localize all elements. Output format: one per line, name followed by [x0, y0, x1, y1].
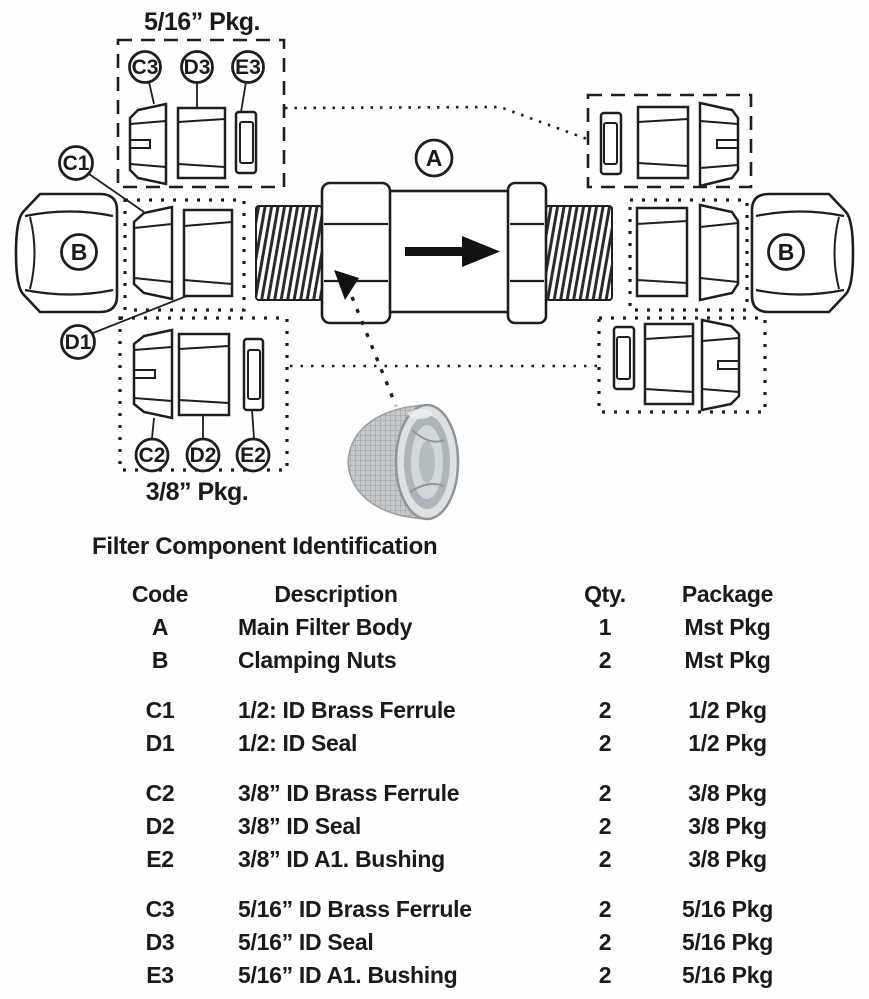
thread-left	[256, 206, 322, 300]
clamping-nut-label-left	[62, 235, 97, 270]
part-d1-seal-right	[637, 208, 687, 296]
svg-text:D1: D1	[64, 331, 92, 354]
cell-qty: 1	[598, 614, 612, 640]
cell-description: Clamping Nuts	[238, 647, 397, 673]
svg-text:D3: D3	[183, 56, 211, 79]
table-row	[120, 843, 820, 876]
table-row	[120, 926, 820, 959]
part-label-c3	[130, 52, 161, 83]
table-row	[120, 893, 820, 926]
cell-package: 5/16 Pkg	[682, 896, 773, 922]
column-header-code: Code	[131, 581, 189, 607]
cell-code: C2	[145, 780, 175, 806]
clamping-nut-label-right	[769, 235, 804, 270]
filter-screen-photo	[348, 405, 458, 519]
part-c2-brass-ferrule	[134, 330, 172, 418]
part-c1-brass-ferrule-right	[700, 205, 738, 300]
pkg-516-label: 5/16” Pkg.	[144, 8, 260, 36]
table-row	[120, 644, 820, 677]
leader-c2	[152, 418, 154, 438]
cell-package: 3/8 Pkg	[688, 813, 767, 839]
svg-text:D2: D2	[189, 444, 217, 467]
svg-text:B: B	[70, 239, 88, 265]
part-label-a	[416, 140, 452, 176]
cell-code: D1	[145, 730, 175, 756]
part-label-d1	[62, 326, 95, 359]
table-row	[120, 727, 820, 760]
part-label-d2	[187, 439, 219, 471]
part-c3-brass-ferrule-right	[700, 103, 738, 186]
hex-collar-right	[508, 183, 546, 323]
part-e2-bushing	[244, 339, 263, 410]
svg-text:A: A	[425, 145, 443, 171]
leader-c3	[149, 82, 154, 104]
hex-collar-left	[322, 183, 390, 323]
table-header-row	[120, 578, 820, 611]
svg-text:C1: C1	[62, 152, 90, 175]
table-row	[120, 611, 820, 644]
cell-package: Mst Pkg	[684, 647, 771, 673]
cell-qty: 2	[598, 780, 612, 806]
cell-package: 5/16 Pkg	[682, 962, 773, 988]
cell-qty: 2	[598, 813, 612, 839]
table-row	[120, 810, 820, 843]
leader-e2	[252, 410, 254, 438]
cell-code: C3	[145, 896, 175, 922]
component-table	[120, 578, 820, 992]
svg-text:C2: C2	[138, 444, 166, 467]
cell-description: 3/8” ID Seal	[238, 813, 361, 839]
table-row	[120, 777, 820, 810]
main-filter-body	[256, 140, 612, 323]
cell-code: D3	[145, 929, 175, 955]
cell-code: A	[151, 614, 169, 640]
cell-qty: 2	[598, 730, 612, 756]
table-group-gap	[120, 677, 820, 694]
cell-package: Mst Pkg	[684, 614, 771, 640]
cell-code: B	[151, 647, 169, 673]
cell-package: 1/2 Pkg	[688, 697, 767, 723]
part-c2-brass-ferrule-right	[702, 320, 739, 410]
cell-description: 5/16” ID A1. Bushing	[238, 962, 458, 988]
part-e3-bushing	[236, 112, 256, 173]
svg-text:B: B	[777, 239, 795, 265]
cell-code: C1	[145, 697, 175, 723]
table-row	[120, 959, 820, 992]
part-label-e3	[233, 52, 264, 83]
cell-description: 5/16” ID Seal	[238, 929, 374, 955]
cell-description: 1/2: ID Seal	[238, 730, 358, 756]
pkg-38-label: 3/8” Pkg.	[145, 478, 249, 506]
svg-text:E2: E2	[240, 444, 266, 467]
cell-description: 3/8” ID Brass Ferrule	[238, 780, 460, 806]
cell-description: 5/16” ID Brass Ferrule	[238, 896, 472, 922]
part-label-c1	[60, 147, 93, 180]
table-group-gap	[120, 760, 820, 777]
column-header-description: Description	[274, 581, 398, 607]
cell-qty: 2	[598, 846, 612, 872]
part-d2-seal-right	[645, 324, 693, 404]
table-group-gap	[120, 876, 820, 893]
svg-text:E3: E3	[235, 56, 261, 79]
cell-package: 3/8 Pkg	[688, 846, 767, 872]
table-body	[120, 611, 820, 992]
part-label-c2	[136, 439, 168, 471]
cell-qty: 2	[598, 962, 612, 988]
part-label-e2	[237, 439, 269, 471]
cell-code: E2	[146, 846, 174, 872]
leader-e3	[241, 82, 246, 112]
cell-description: 1/2: ID Brass Ferrule	[238, 697, 456, 723]
part-d1-seal	[184, 210, 232, 296]
table-row	[120, 694, 820, 727]
part-e3-bushing-right	[601, 113, 621, 174]
cell-qty: 2	[598, 929, 612, 955]
part-d2-seal	[179, 334, 229, 415]
cell-qty: 2	[598, 697, 612, 723]
part-label-d3	[182, 52, 213, 83]
part-c3-brass-ferrule	[130, 104, 166, 184]
cell-qty: 2	[598, 647, 612, 673]
part-e2-bushing-right	[614, 327, 634, 389]
svg-text:C3: C3	[131, 56, 159, 79]
cell-description: 3/8” ID A1. Bushing	[238, 846, 445, 872]
column-header-qty: Qty.	[584, 581, 626, 607]
cell-package: 5/16 Pkg	[682, 929, 773, 955]
leader-516-right	[285, 107, 587, 139]
cell-code: E3	[146, 962, 174, 988]
thread-right	[546, 206, 612, 300]
part-d3-seal	[178, 108, 225, 178]
part-c1-brass-ferrule	[134, 207, 172, 299]
cell-package: 3/8 Pkg	[688, 780, 767, 806]
cell-qty: 2	[598, 896, 612, 922]
part-d3-seal-right	[638, 107, 688, 178]
column-header-package: Package	[681, 581, 774, 607]
cell-code: D2	[145, 813, 175, 839]
cell-package: 1/2 Pkg	[688, 730, 767, 756]
cell-description: Main Filter Body	[238, 614, 413, 640]
table-title: Filter Component Identification	[92, 533, 438, 560]
